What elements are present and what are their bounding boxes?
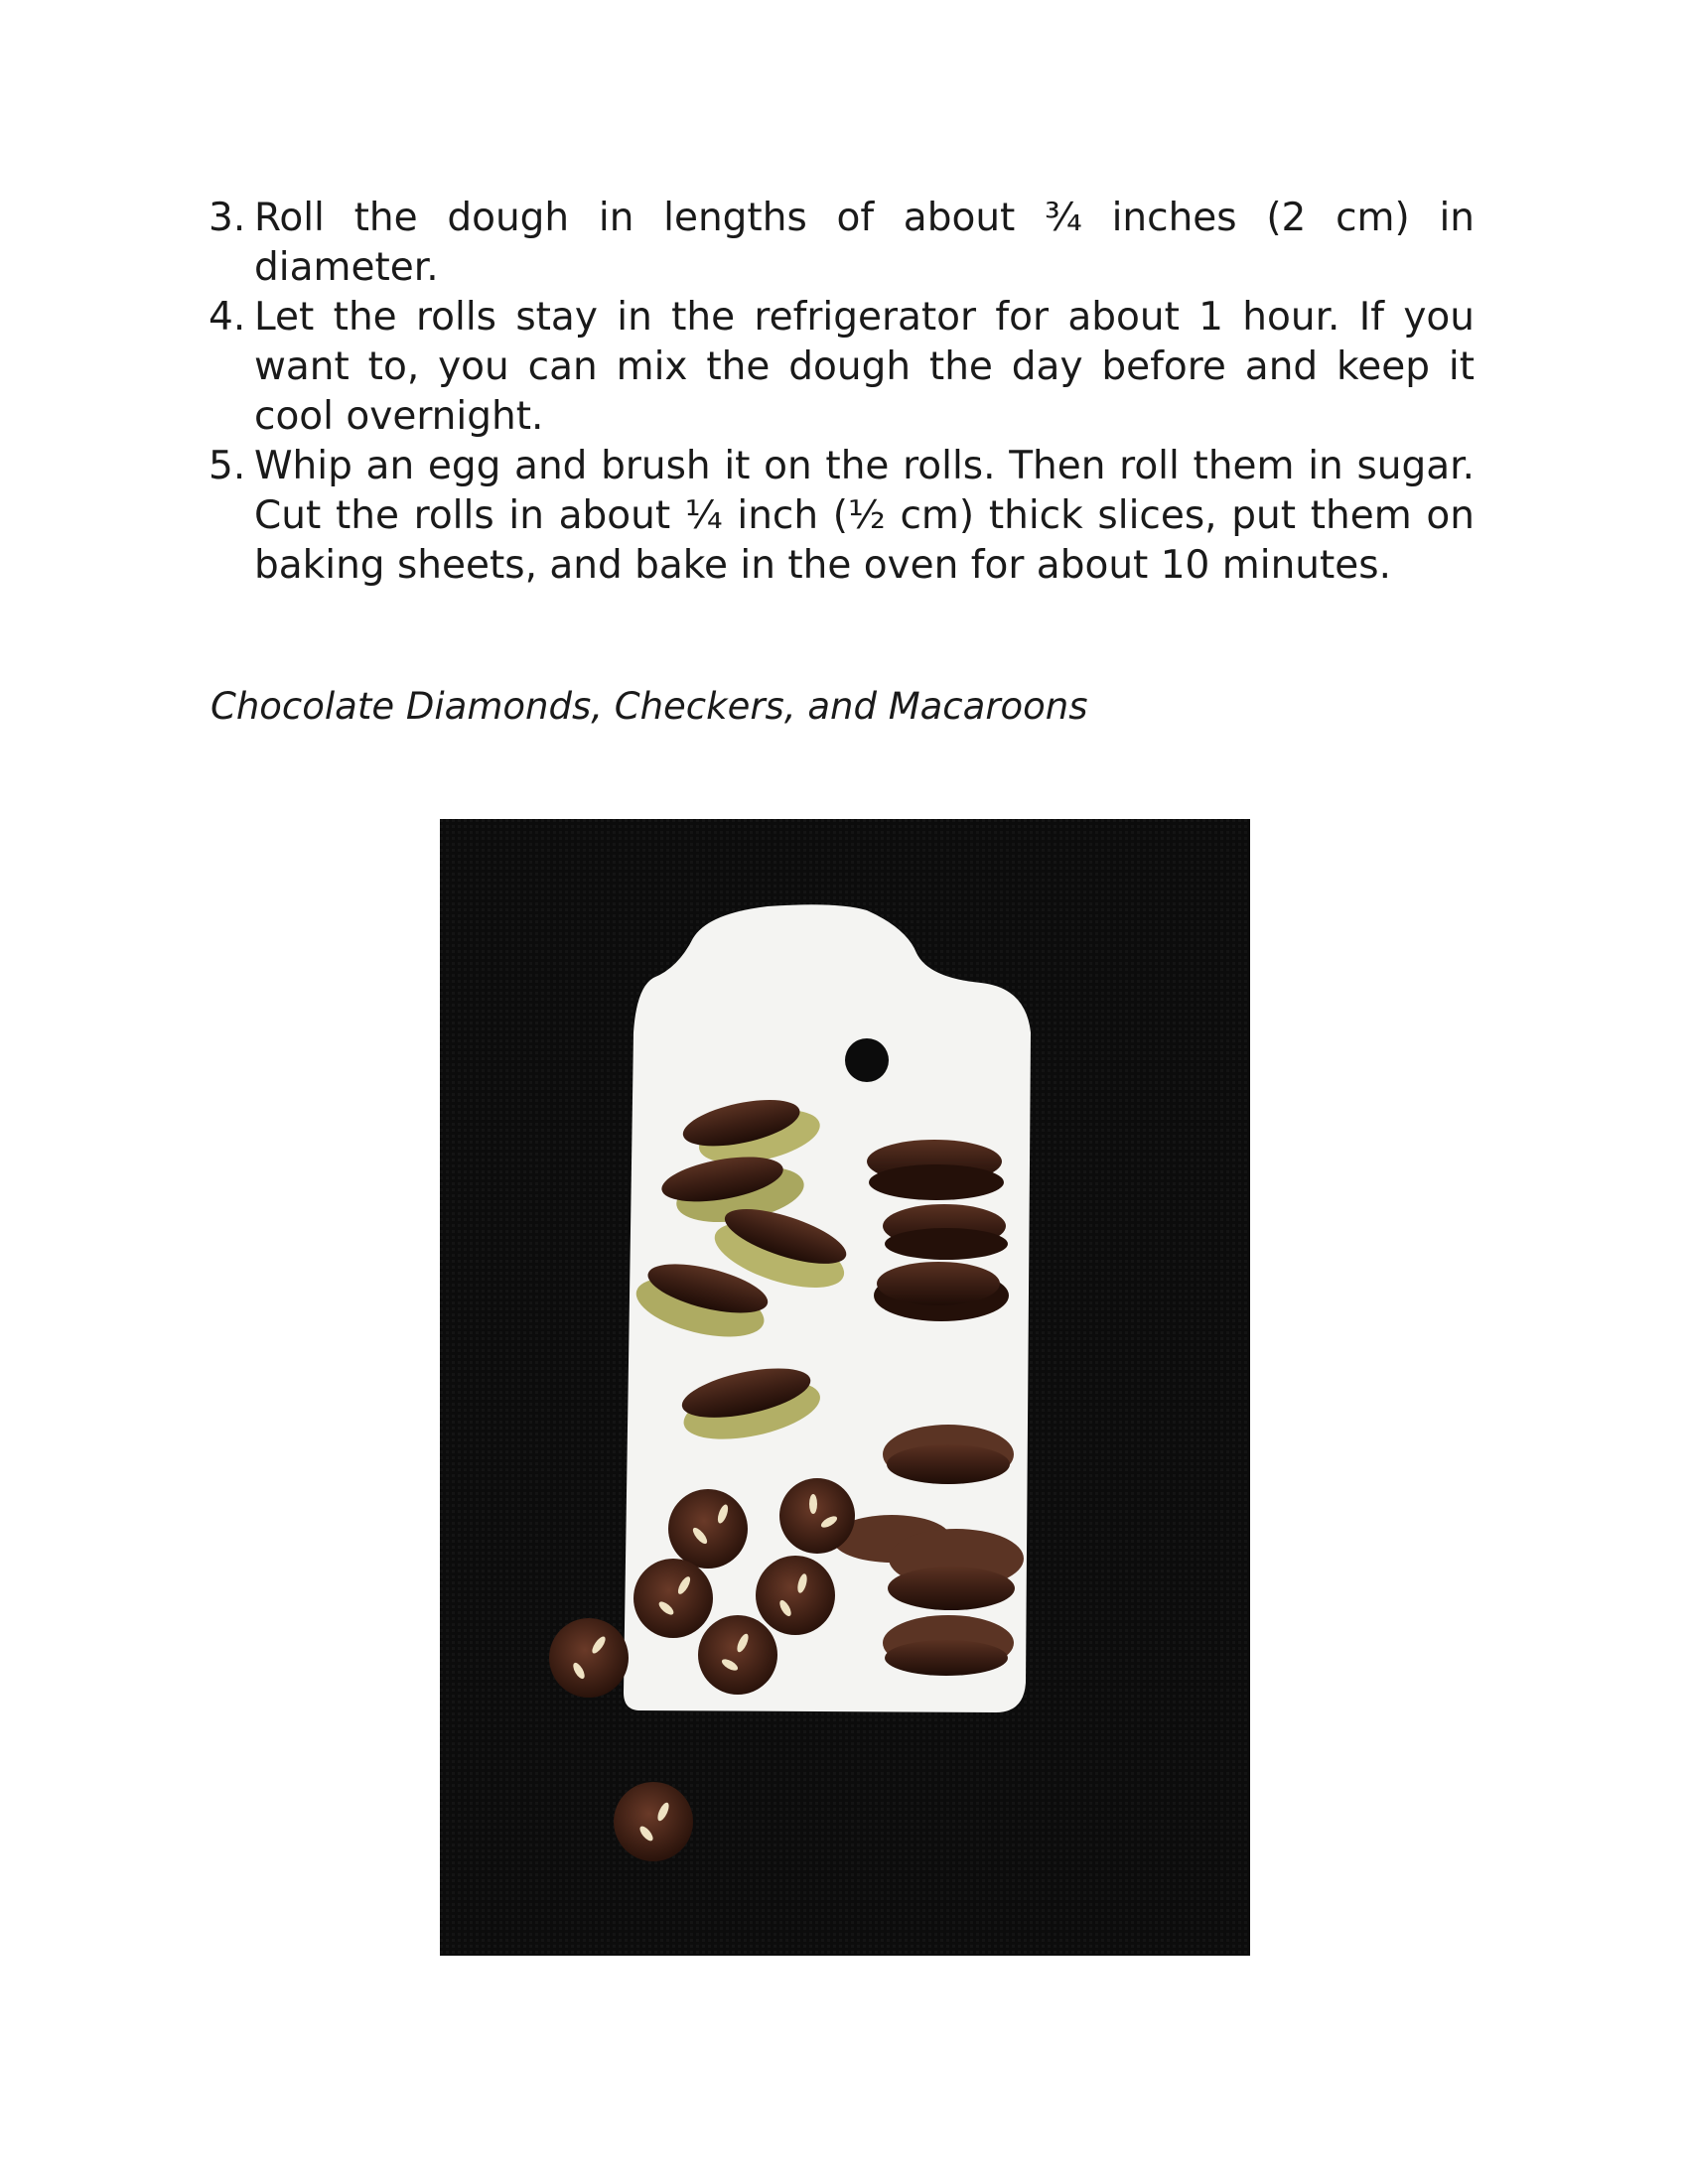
step-number: 3. xyxy=(209,196,246,240)
photo-caption: Chocolate Diamonds, Checkers, and Macaroons xyxy=(211,685,1088,728)
chocolate-filled-cookies xyxy=(867,1140,1009,1321)
cookie-photo xyxy=(440,819,1250,1956)
list-item xyxy=(209,293,1475,442)
step-text: Let the rolls stay in the refrigerator for about 1 hour. If you want to, you can mix the dough the day before and keep it cool overnight. xyxy=(254,295,1475,439)
step-number: 4. xyxy=(209,295,246,340)
list-item xyxy=(209,442,1475,591)
step-text: Roll the dough in lengths of about ¾ inches (2 cm) in diameter. xyxy=(254,196,1475,290)
instruction-list xyxy=(209,194,1475,591)
step-text: Whip an egg and brush it on the rolls. Then roll them in sugar. Cut the rolls in about ¼ inch (½ cm) thick slices, put them on baking sheets, and bake in the oven for about 10 minutes. xyxy=(254,444,1475,588)
board-hole xyxy=(845,1038,889,1082)
list-item xyxy=(209,194,1475,293)
step-number: 5. xyxy=(209,444,246,488)
